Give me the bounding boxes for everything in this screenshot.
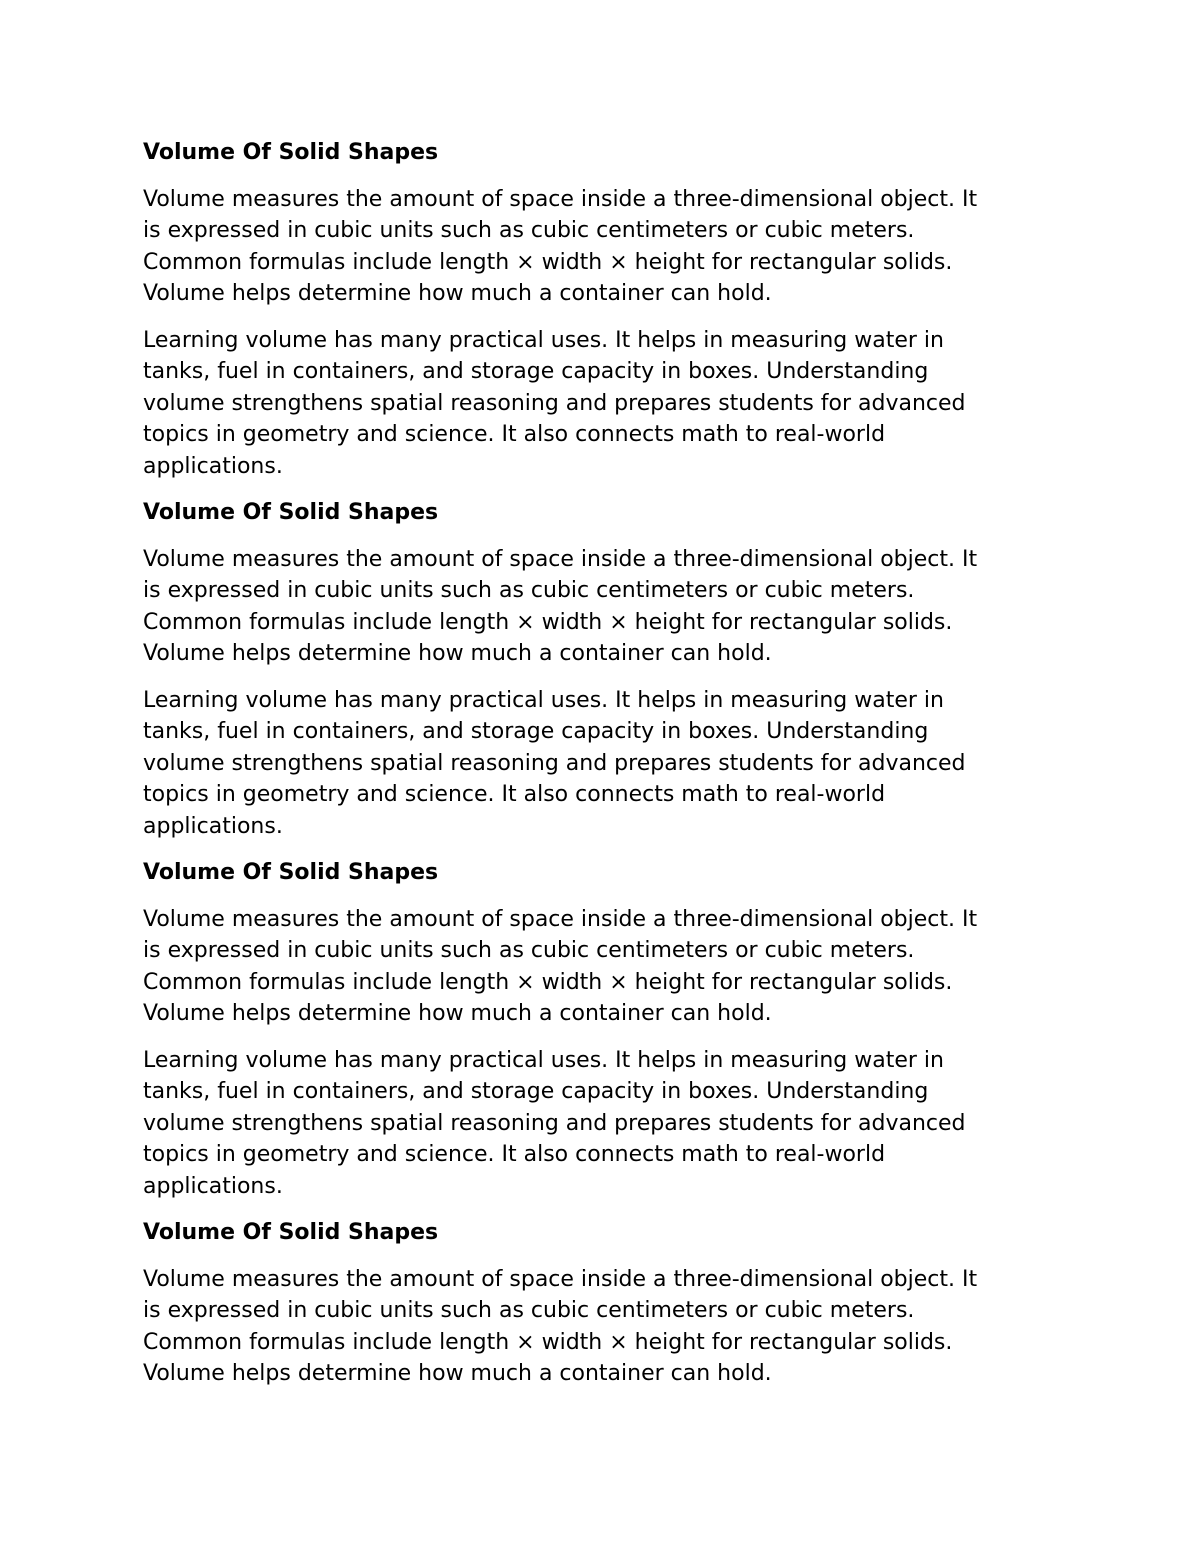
- paragraph: [143, 325, 1043, 483]
- text-line: Volume helps determine how much a container can hold.: [143, 1001, 772, 1026]
- text-line: Common formulas include length × width × height for rectangular solids.: [143, 249, 953, 275]
- paragraph: [143, 184, 1043, 310]
- text-line: Volume measures the amount of space inside a three-dimensional object. It: [143, 1266, 978, 1292]
- text-line: topics in geometry and science. It also connects math to real-world: [143, 422, 886, 447]
- text-line: topics in geometry and science. It also connects math to real-world: [143, 782, 886, 807]
- section: [143, 1217, 1043, 1390]
- paragraph: [143, 1045, 1043, 1203]
- section-heading: Volume Of Solid Shapes: [143, 860, 439, 885]
- text-line: applications.: [143, 813, 283, 839]
- text-line: is expressed in cubic units such as cubic centimeters or cubic meters.: [143, 578, 915, 603]
- text-line: Common formulas include length × width × height for rectangular solids.: [143, 1329, 953, 1355]
- text-line: Common formulas include length × width × height for rectangular solids.: [143, 969, 953, 995]
- section: [143, 857, 1043, 1202]
- text-line: is expressed in cubic units such as cubic centimeters or cubic meters.: [143, 218, 915, 243]
- text-line: tanks, fuel in containers, and storage capacity in boxes. Understanding: [143, 1079, 929, 1104]
- text-line: Common formulas include length × width × height for rectangular solids.: [143, 609, 953, 635]
- text-line: volume strengthens spatial reasoning and prepares students for advanced: [143, 750, 966, 776]
- paragraph: [143, 544, 1043, 670]
- document-page: [143, 137, 1043, 1405]
- text-line: tanks, fuel in containers, and storage capacity in boxes. Understanding: [143, 719, 929, 744]
- text-line: volume strengthens spatial reasoning and prepares students for advanced: [143, 1110, 966, 1136]
- text-line: Volume measures the amount of space inside a three-dimensional object. It: [143, 186, 978, 212]
- section-heading: Volume Of Solid Shapes: [143, 500, 439, 525]
- text-line: tanks, fuel in containers, and storage capacity in boxes. Understanding: [143, 359, 929, 384]
- text-line: applications.: [143, 453, 283, 479]
- paragraph: [143, 685, 1043, 843]
- section: [143, 137, 1043, 482]
- text-line: Learning volume has many practical uses. It helps in measuring water in: [143, 1047, 944, 1073]
- text-line: Learning volume has many practical uses. It helps in measuring water in: [143, 687, 944, 713]
- section-heading: Volume Of Solid Shapes: [143, 140, 439, 165]
- text-line: topics in geometry and science. It also connects math to real-world: [143, 1142, 886, 1167]
- text-line: applications.: [143, 1173, 283, 1199]
- text-line: is expressed in cubic units such as cubic centimeters or cubic meters.: [143, 938, 915, 963]
- paragraph: [143, 904, 1043, 1030]
- text-line: Volume measures the amount of space inside a three-dimensional object. It: [143, 546, 978, 572]
- text-line: is expressed in cubic units such as cubic centimeters or cubic meters.: [143, 1298, 915, 1323]
- paragraph: [143, 1264, 1043, 1390]
- text-line: Volume helps determine how much a container can hold.: [143, 281, 772, 306]
- text-line: volume strengthens spatial reasoning and prepares students for advanced: [143, 390, 966, 416]
- text-line: Volume helps determine how much a container can hold.: [143, 641, 772, 666]
- text-line: Volume measures the amount of space inside a three-dimensional object. It: [143, 906, 978, 932]
- text-line: Learning volume has many practical uses. It helps in measuring water in: [143, 327, 944, 353]
- section-heading: Volume Of Solid Shapes: [143, 1220, 439, 1245]
- text-line: Volume helps determine how much a container can hold.: [143, 1361, 772, 1386]
- section: [143, 497, 1043, 842]
